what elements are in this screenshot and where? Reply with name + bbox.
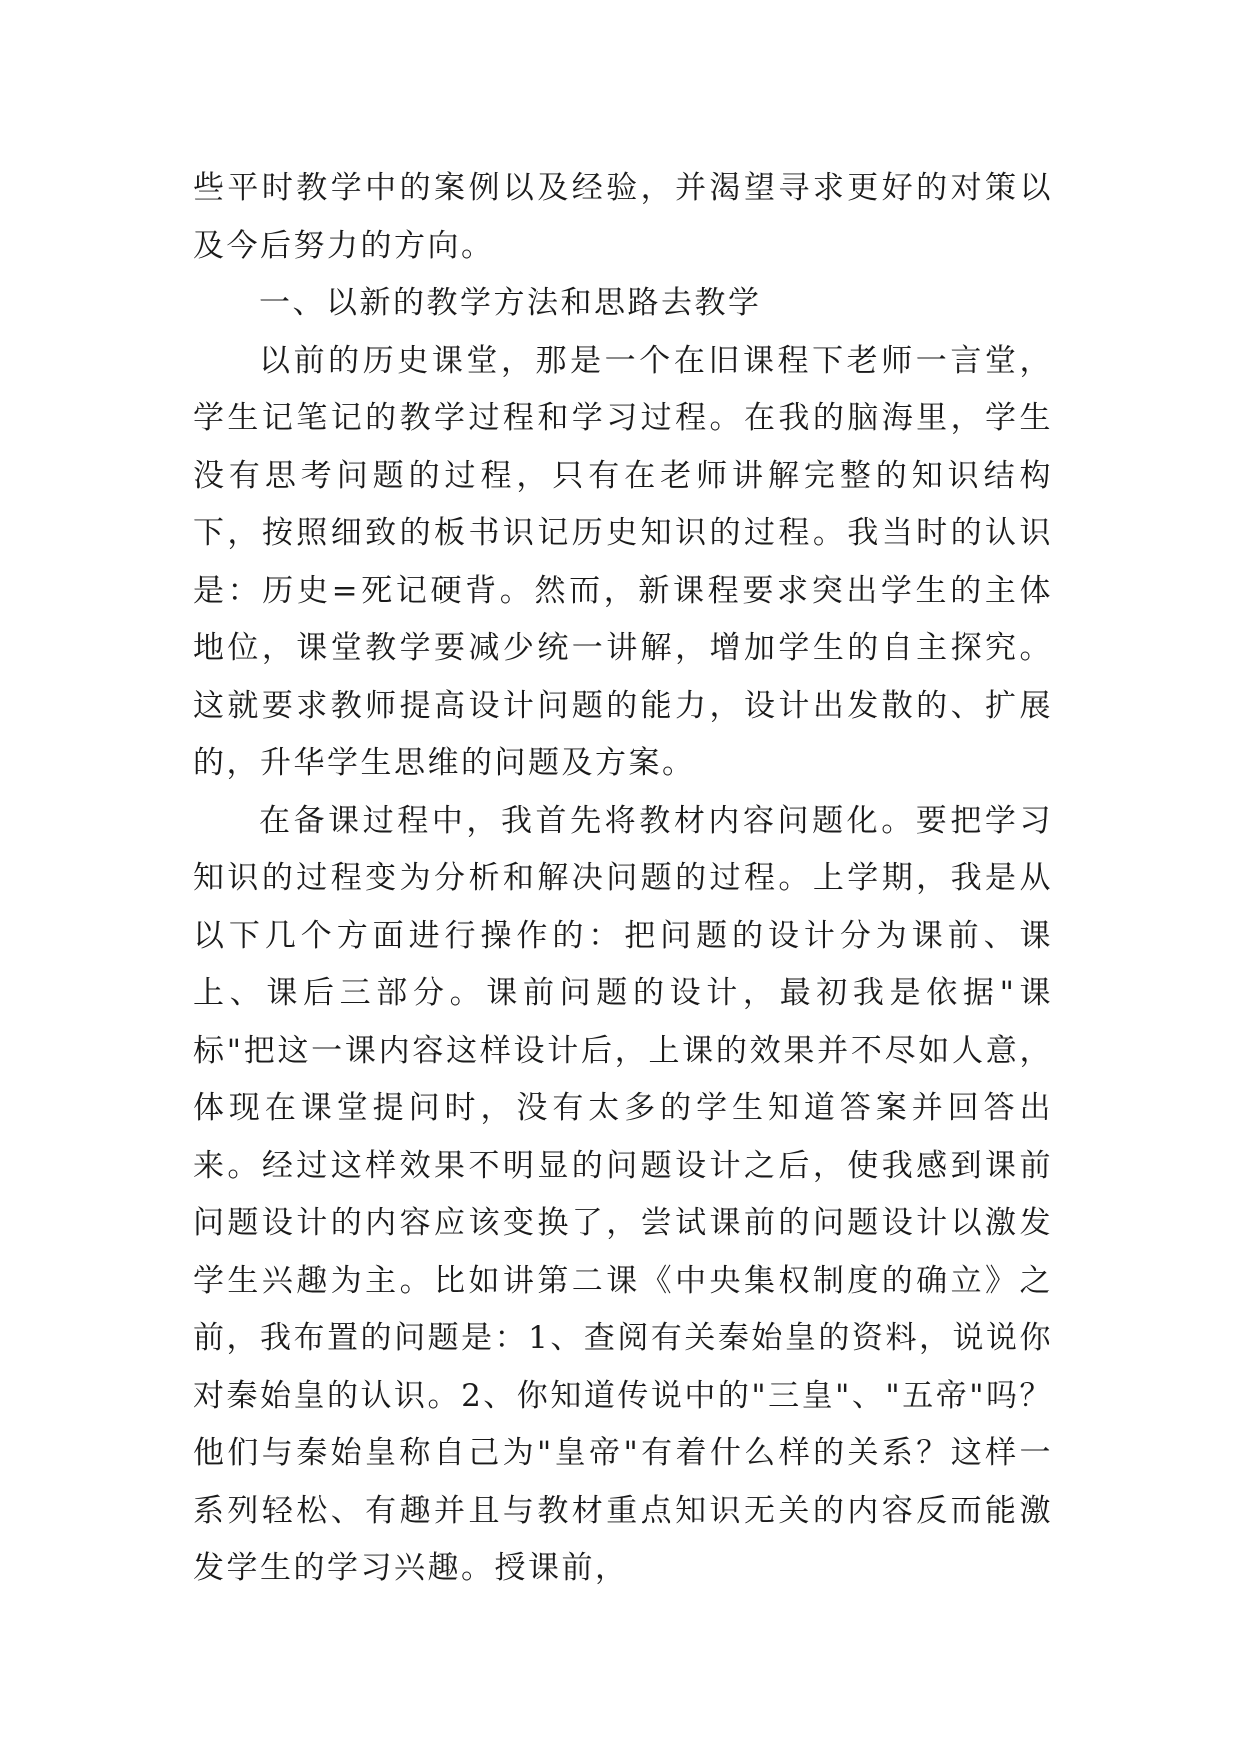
paragraph: 在备课过程中，我首先将教材内容问题化。要把学习知识的过程变为分析和解决问题的过程。上学期，我是从以下几个方面进行操作的：把问题的设计分为课前、课上、课后三部分。课前问题的设计，最初我是依据"课标"把这一课内容这样设计后，上课的效果并不尽如人意，体现在课堂提问时，没有太多的学生知道答案并回答出来。经过这样效果不明显的问题设计之后，使我感到课前问题设计的内容应该变换了，尝试课前的问题设计以激发学生兴趣为主。比如讲第二课《中央集权制度的确立》之前，我布置的问题是：1、查阅有关秦始皇的资料，说说你对秦始皇的认识。2、你知道传说中的"三皇"、"五帝"吗？他们与秦始皇称自己为"皇帝"有着什么样的关系？这样一系列轻松、有趣并且与教材重点知识无关的内容反而能激发学生的学习兴趣。授课前， [193,802,1053,1586]
section-heading: 一、以新的教学方法和思路去教学 [259,285,762,321]
paragraph: 以前的历史课堂，那是一个在旧课程下老师一言堂，学生记笔记的教学过程和学习过程。在我的脑海里，学生没有思考问题的过程，只有在老师讲解完整的知识结构下，按照细致的板书识记历史知识的过程。我当时的认识是：历史=死记硬背。然而，新课程要求突出学生的主体地位，课堂教学要减少统一讲解，增加学生的自主探究。这就要求教师提高设计问题的能力，设计出发散的、扩展的，升华学生思维的问题及方案。 [193,342,1053,781]
paragraph-continuation: 些平时教学中的案例以及经验，并渴望寻求更好的对策以及今后努力的方向。 [193,170,1053,264]
body-text [193,160,1053,1598]
